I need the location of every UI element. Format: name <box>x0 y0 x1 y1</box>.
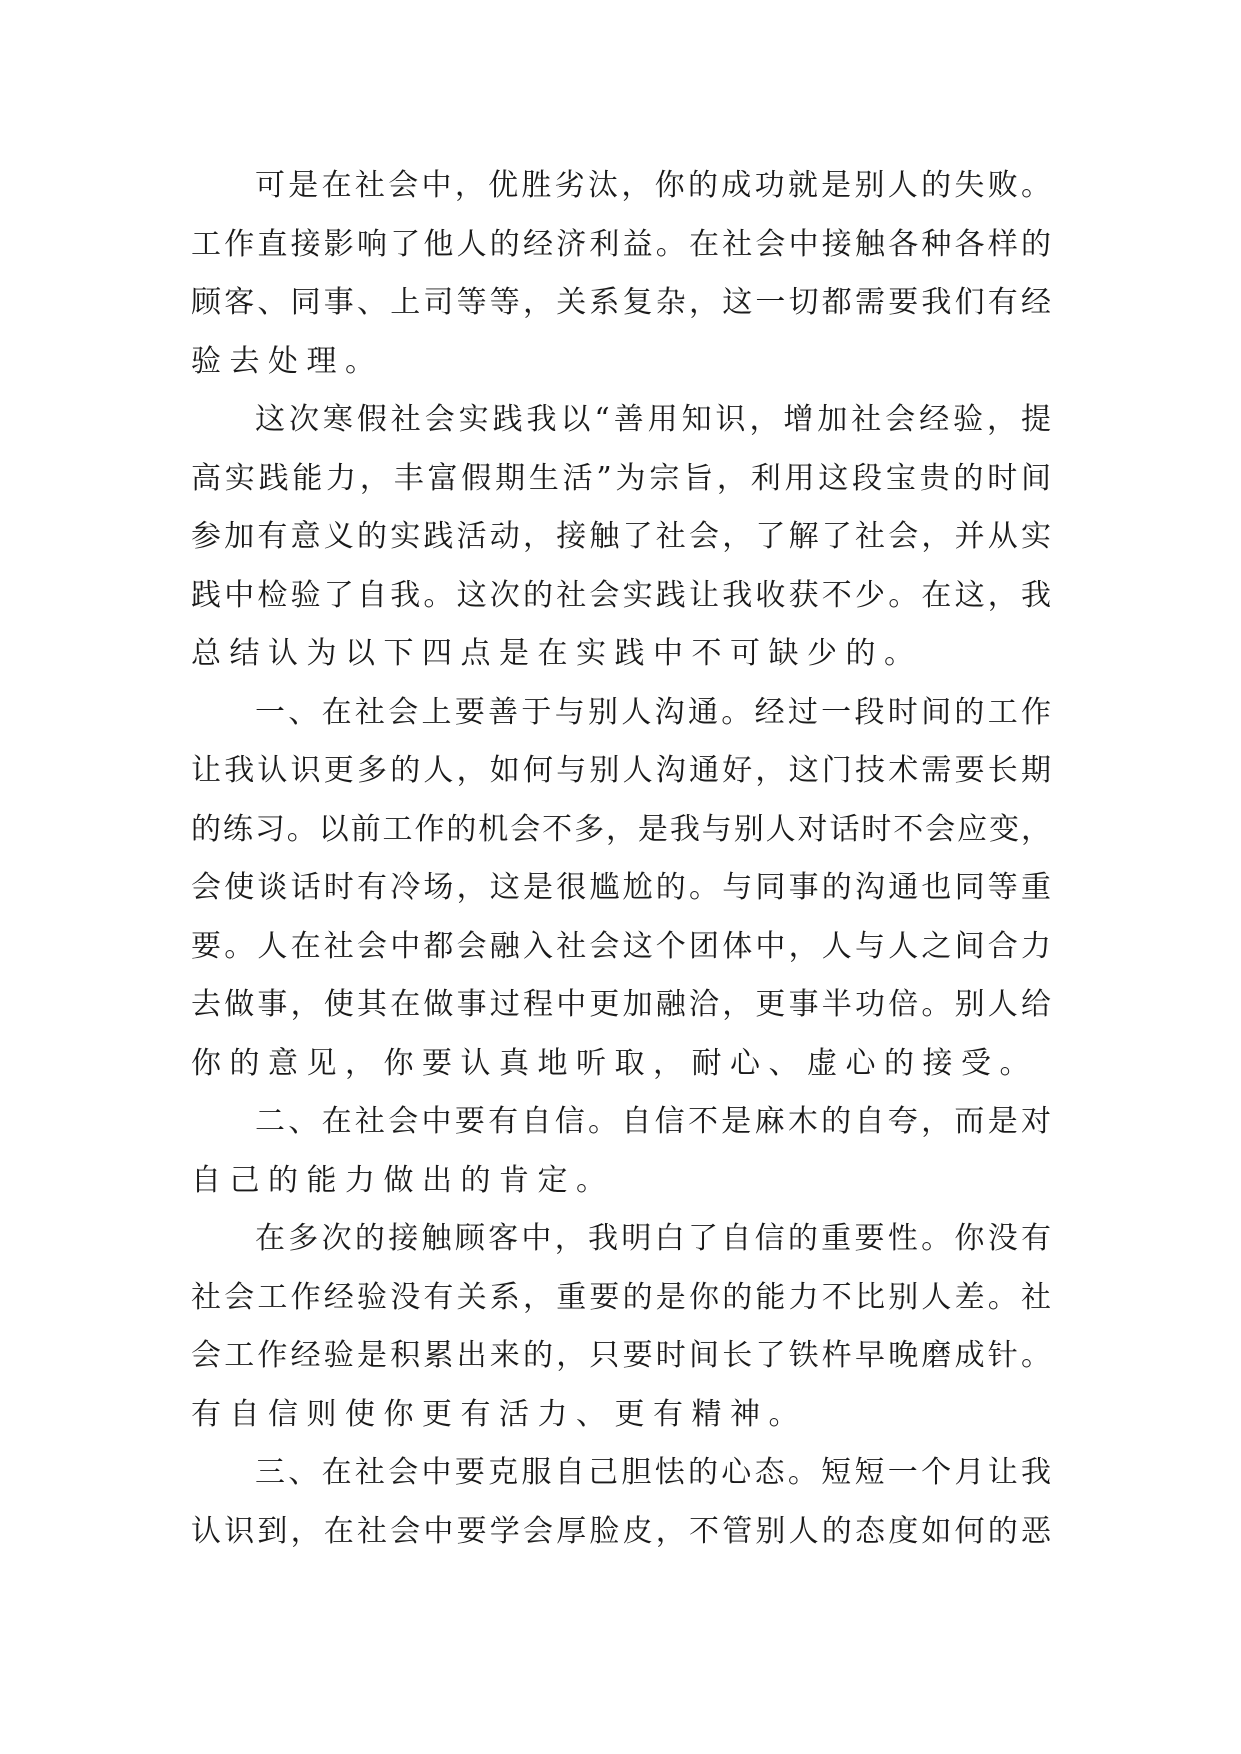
text-line: 你的意见，你要认真地听取，耐心、虚心的接受。 <box>191 1045 1038 1081</box>
text-line: 自己的能力做出的肯定。 <box>191 1162 615 1198</box>
text-line: 可是在社会中，优胜劣汰，你的成功就是别人的失败。 <box>255 168 1051 203</box>
text-line: 总结认为以下四点是在实践中不可缺少的。 <box>191 636 923 671</box>
text-line: 高实践能力，丰富假期生活”为宗旨，利用这段宝贵的时间 <box>191 460 1051 496</box>
text-line: 在多次的接触顾客中，我明白了自信的重要性。你没有 <box>255 1221 1051 1256</box>
text-line: 让我认识更多的人，如何与别人沟通好，这门技术需要长期 <box>191 753 1051 788</box>
text-line: 有自信则使你更有活力、更有精神。 <box>191 1396 807 1432</box>
text-line: 社会工作经验没有关系，重要的是你的能力不比别人差。社 <box>191 1279 1051 1315</box>
text-line: 认识到，在社会中要学会厚脸皮，不管别人的态度如何的恶 <box>191 1513 1051 1549</box>
text-line: 要。人在社会中都会融入社会这个团体中，人与人之间合力 <box>191 928 1051 964</box>
document-body <box>191 157 1051 1561</box>
text-line: 顾客、同事、上司等等，关系复杂，这一切都需要我们有经 <box>191 285 1051 320</box>
text-line: 这次寒假社会实践我以“善用知识，增加社会经验，提 <box>255 402 1051 437</box>
text-line: 践中检验了自我。这次的社会实践让我收获不少。在这，我 <box>191 577 1051 613</box>
text-line: 的练习。以前工作的机会不多，是我与别人对话时不会应变， <box>191 811 1051 847</box>
text-line: 会使谈话时有冷场，这是很尴尬的。与同事的沟通也同等重 <box>191 870 1051 905</box>
text-line: 三、在社会中要克服自己胆怯的心态。短短一个月让我 <box>255 1455 1051 1490</box>
text-line: 工作直接影响了他人的经济利益。在社会中接触各种各样的 <box>191 226 1051 262</box>
text-line: 会工作经验是积累出来的，只要时间长了铁杵早晚磨成针。 <box>191 1338 1051 1373</box>
text-line: 一、在社会上要善于与别人沟通。经过一段时间的工作 <box>255 694 1051 730</box>
text-line: 验去处理。 <box>191 343 384 379</box>
text-line: 参加有意义的实践活动，接触了社会，了解了社会，并从实 <box>191 519 1051 554</box>
text-line: 去做事，使其在做事过程中更加融洽，更事半功倍。别人给 <box>191 987 1051 1022</box>
text-line: 二、在社会中要有自信。自信不是麻木的自夸，而是对 <box>255 1104 1051 1139</box>
